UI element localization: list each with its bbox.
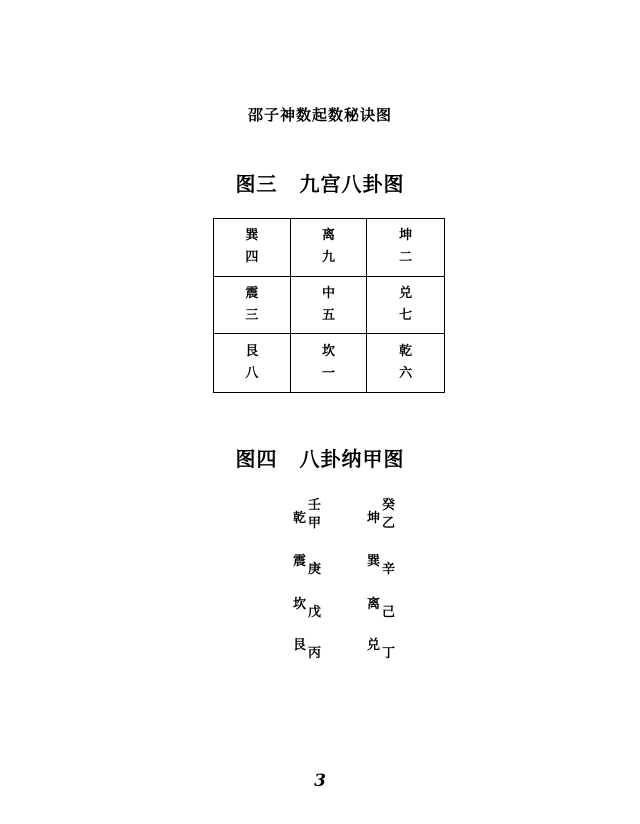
najia-trigram: 震: [293, 554, 307, 569]
najia-trigram: 艮: [293, 638, 307, 653]
cell-number: 五: [321, 307, 335, 323]
grid-cell: [291, 277, 368, 335]
grid-cell: [214, 219, 291, 277]
cell-trigram: 中: [321, 285, 335, 301]
najia-trigram: 兑: [367, 638, 381, 653]
najia-trigram: 巽: [367, 554, 381, 569]
figure3-name: 九宫八卦图: [299, 172, 405, 196]
najia-stem: 庚: [308, 562, 322, 577]
najia-stem: 丙: [308, 646, 322, 661]
cell-number: 八: [245, 366, 259, 382]
figure3-title: [0, 168, 640, 197]
grid-cell: [367, 334, 444, 392]
najia-stem: 乙: [382, 516, 396, 531]
najia-stem: 辛: [382, 562, 396, 577]
grid-cell: [214, 334, 291, 392]
figure3-label: 图三: [235, 172, 278, 196]
cell-trigram: 坤: [399, 228, 413, 244]
cell-number: 二: [399, 250, 413, 266]
grid-cell: [291, 219, 368, 277]
grid-cell: [214, 277, 291, 335]
cell-number: 九: [321, 250, 335, 266]
najia-stem: 丁: [382, 646, 396, 661]
grid-cell: [291, 334, 368, 392]
figure4-title: [0, 443, 640, 472]
figure4-name: 八卦纳甲图: [299, 447, 405, 471]
cell-trigram: 离: [321, 228, 335, 244]
cell-number: 一: [321, 366, 335, 382]
najia-trigram: 坎: [293, 597, 307, 612]
cell-trigram: 巽: [245, 228, 259, 244]
cell-trigram: 艮: [245, 344, 259, 360]
figure4-label: 图四: [235, 447, 278, 471]
grid-cell: [367, 277, 444, 335]
cell-trigram: 坎: [321, 344, 335, 360]
page-number: 3: [314, 771, 326, 791]
najia-trigram: 离: [367, 597, 381, 612]
cell-trigram: 兑: [399, 285, 413, 301]
najia-stem: 甲: [308, 516, 322, 531]
cell-number: 四: [245, 250, 259, 266]
najia-stem: 己: [382, 605, 396, 620]
najia-stem: 癸: [382, 498, 396, 513]
cell-trigram: 震: [245, 285, 259, 301]
najia-stem: 戊: [308, 605, 322, 620]
nine-palace-grid: [213, 218, 445, 393]
cell-number: 六: [399, 366, 413, 382]
grid-cell: [367, 219, 444, 277]
najia-trigram: 坤: [367, 511, 381, 526]
cell-number: 三: [245, 307, 259, 323]
cell-number: 七: [399, 307, 413, 323]
cell-trigram: 乾: [399, 344, 413, 360]
najia-trigram: 乾: [293, 511, 307, 526]
najia-stem: 壬: [308, 498, 322, 513]
page-header: 邵子神数起数秘诀图: [247, 106, 392, 124]
